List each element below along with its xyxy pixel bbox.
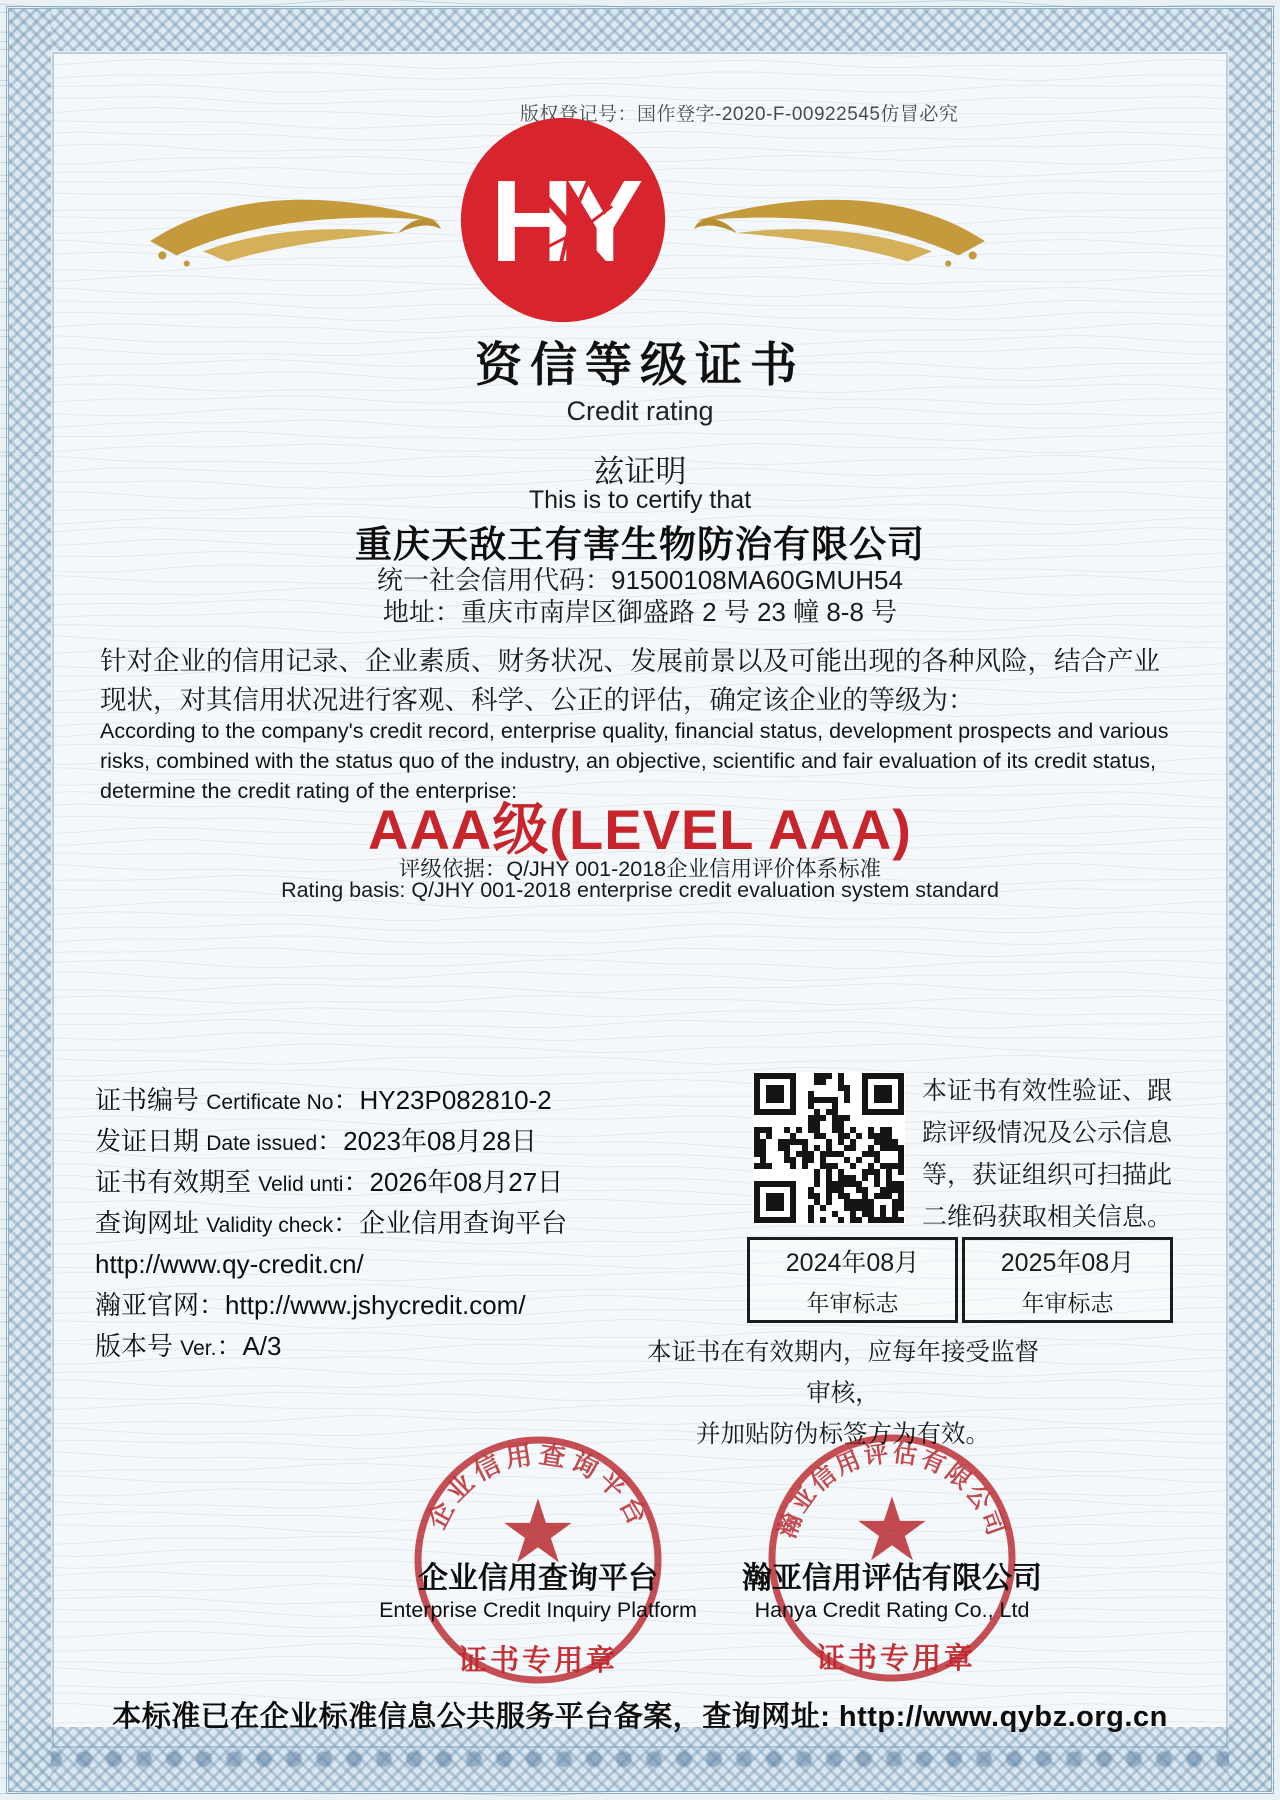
annual-mark-label: 年审标志: [806, 1289, 899, 1316]
copyright-registration-line: 版权登记号：国作登字-2020-F-00922545仿冒必究: [520, 104, 959, 125]
official-site-url-text: http://www.jshycredit.com/: [225, 1290, 526, 1320]
hy-logo: [455, 112, 671, 328]
detail-label-en: Certificate No: [206, 1091, 334, 1114]
company-credit-code: 统一社会信用代码：91500108MA60GMUH54: [377, 565, 903, 595]
issuer-right-name-en: Hanya Credit Rating Co., Ltd: [754, 1598, 1030, 1622]
seal-left-purpose-label: 证书专用章: [457, 1645, 619, 1677]
logo-letters: HY: [490, 156, 636, 287]
detail-row-version: [95, 1328, 715, 1369]
detail-colon: ：: [333, 1208, 360, 1238]
detail-value: 企业信用查询平台: [359, 1208, 568, 1238]
certify-statement-cn: 兹证明: [593, 454, 687, 489]
certify-statement-en: This is to certify that: [528, 486, 752, 514]
detail-row-date-issued: [95, 1123, 715, 1164]
seal-ring-text: 企业信用查询平台: [421, 1438, 655, 1534]
detail-label-cn: 证书编号: [95, 1085, 207, 1115]
annual-mark-date: 2024年08月: [785, 1248, 920, 1277]
detail-row-official-site: [95, 1287, 715, 1328]
detail-label-cn: 瀚亚官网: [95, 1290, 200, 1320]
qr-code: [753, 1072, 905, 1224]
annual-mark-date: 2025年08月: [1000, 1248, 1135, 1277]
detail-row-validity-check: [95, 1205, 715, 1246]
issuer-left-name-cn: 企业信用查询平台: [418, 1562, 658, 1595]
detail-value: A/3: [242, 1331, 282, 1361]
detail-label-cn: 版本号: [95, 1331, 181, 1361]
seal-star-icon: ★: [852, 1480, 932, 1579]
detail-label-cn: 证书有效期至: [95, 1167, 259, 1197]
detail-label-en: Velid unti: [258, 1173, 344, 1196]
detail-label-en: Ver.: [180, 1337, 217, 1360]
evaluation-statement-en: According to the company's credit record, enterprise quality, financial status, development prospects and various risks, combined with the status quo of the industry, an objective, scientific and fair evaluation of its credit status, determine the credit rating of the enterprise:: [100, 719, 1169, 803]
detail-label-cn: 查询网址: [95, 1208, 207, 1238]
seal-right-purpose-label: 证书专用章: [815, 1643, 977, 1675]
rating-basis-en: Rating basis: Q/JHY 001-2018 enterprise credit evaluation system standard: [281, 878, 999, 902]
validity-note-line2: 并加贴防伪标签方为有效。: [696, 1421, 990, 1448]
validity-note-line1: 本证书在有效期内，应每年接受监督审核，: [647, 1339, 1039, 1407]
footer-record-line: 本标准已在企业标准信息公共服务平台备案，查询网址: http://www.qybz.org.cn: [112, 1701, 1168, 1733]
rating-level: AAA级(LEVEL AAA): [368, 798, 912, 861]
detail-colon: ：: [216, 1331, 243, 1361]
detail-row-valid-until: [95, 1164, 715, 1205]
detail-label-en: Validity check: [206, 1214, 334, 1237]
inquiry-url-text: http://www.qy-credit.cn/: [95, 1249, 364, 1279]
company-address: 地址：重庆市南岸区御盛路 2 号 23 幢 8-8 号: [382, 597, 898, 627]
annual-review-mark-2024: [747, 1237, 958, 1323]
seal-star-icon: ★: [498, 1482, 578, 1581]
detail-value: 2023年08月28日: [343, 1126, 537, 1156]
detail-label-cn: 发证日期: [95, 1126, 207, 1156]
detail-row-inquiry-url: [95, 1246, 715, 1287]
certificate-details: [95, 1082, 715, 1369]
company-name: 重庆天敌王有害生物防治有限公司: [355, 524, 925, 565]
evaluation-statement-cn: 针对企业的信用记录、企业素质、财务状况、发展前景以及可能出现的各种风险，结合产业现状，对其信用状况进行客观、科学、公正的评估，确定该企业的等级为：: [100, 646, 1160, 715]
detail-colon: ：: [317, 1126, 344, 1156]
detail-label-en: Date issued: [206, 1132, 318, 1155]
rating-basis-cn: 评级依据：Q/JHY 001-2018企业信用评价体系标准: [398, 857, 882, 881]
gold-flourish-right: [688, 180, 993, 282]
issuer-left-name-en: Enterprise Credit Inquiry Platform: [379, 1598, 697, 1622]
seal-ring-text: 瀚亚信用评估有限公司: [773, 1439, 1011, 1542]
gold-flourish-left: [142, 180, 447, 282]
detail-colon: ：: [333, 1085, 360, 1115]
certificate-title-cn: 资信等级证书: [475, 338, 805, 391]
detail-colon: ：: [343, 1167, 370, 1197]
annual-review-mark-2025: [962, 1237, 1173, 1323]
annual-mark-label: 年审标志: [1021, 1289, 1114, 1316]
issuer-right-name-cn: 瀚亚信用评估有限公司: [742, 1562, 1042, 1595]
detail-colon: ：: [199, 1290, 226, 1320]
detail-row-certificate-no: [95, 1082, 715, 1123]
qr-caption: 本证书有效性验证、跟踪评级情况及公示信息等，获证组织可扫描此二维码获取相关信息。: [922, 1077, 1173, 1231]
detail-value: HY23P082810-2: [359, 1085, 552, 1115]
certificate-title-en: Credit rating: [566, 396, 714, 426]
detail-value: 2026年08月27日: [369, 1167, 564, 1197]
